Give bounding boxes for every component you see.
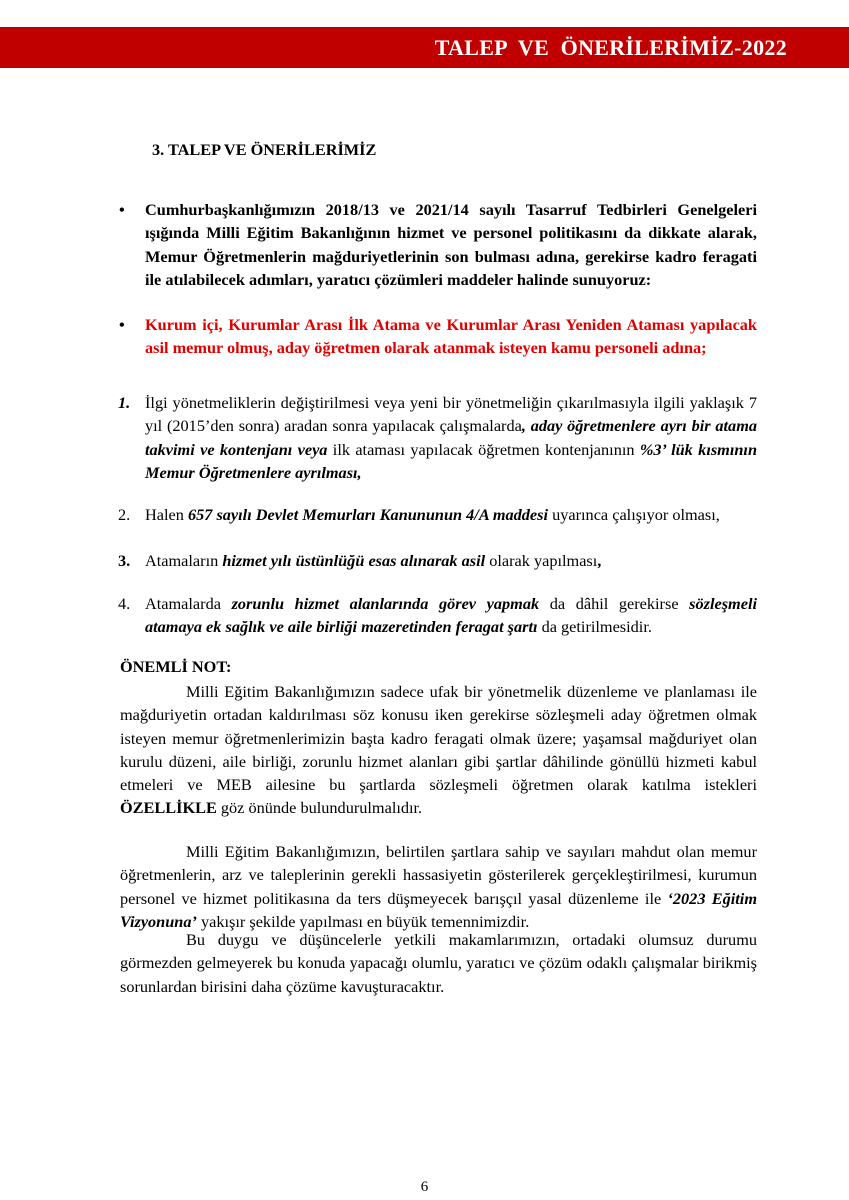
paragraph-text: göz önünde bulundurulmalıdır. [216,798,423,818]
header-title: TALEP VE ÖNERİLERİMİZ-2022 [434,35,787,60]
note-paragraph-3: Bu duygu ve düşüncelerle yetkili makamlarımızın, ortadaki olumsuz durumu görmezden gelmeyerek bu konuda yapacağı olumlu, yaratıcı ve çözüm odaklı çalışmalar birikmiş sorunlardan birisini daha çözüme kavuşturacaktır. [120,930,757,996]
item-text: zorunlu hizmet alanlarında görev yapmak [231,594,540,613]
bullet-icon: • [119,200,125,219]
header-bar [0,27,849,68]
bullet-paragraph-2 [119,313,757,360]
bullet-text: Kurum içi, Kurumlar Arası İlk Atama ve Kurumlar Arası Yeniden Ataması yapılacak asil memur olmuş, aday öğretmen olarak atanmak isteyen kamu personeli adına; [145,315,757,358]
paragraph-text: yakışır şekilde yapılması en büyük temennimizdir. [196,911,530,931]
list-item-2 [118,503,757,526]
paragraph-text: Milli Eğitim Bakanlığımızın, belirtilen şartlara sahip ve sayıları mahdut olan memur öğretmenlerin, arz ve taleplerinin gerekli hassasiyetin gösterilerek gerçekleştirilmesi, kurumun personel ve hizmet politikasına da ters düşmeyecek barışçıl yasal düzenleme ile [120,842,757,908]
item-text: %3’ lük kısmının Memur Öğretmenlere ayrılması, [145,439,757,482]
item-text: Atamalarda [145,594,232,613]
section-heading: 3. TALEP VE ÖNERİLERİMİZ [152,140,377,159]
bullet-paragraph-1 [119,198,757,291]
page-number: 6 [420,1179,429,1195]
list-item-4 [118,592,757,639]
item-number: 2. [118,505,131,524]
bullet-icon: • [119,315,125,334]
item-number: 3. [118,551,131,570]
item-text: Atamaların [145,551,223,570]
item-number: 4. [118,594,131,613]
item-text: , aday öğretmenlere ayrı bir atama takvimi ve kontenjanı veya [145,416,757,459]
list-item-3 [118,549,757,572]
item-number: 1. [118,393,131,412]
item-text: , [597,551,602,570]
list-item-1 [118,391,757,484]
item-text: hizmet yılı üstünlüğü esas alınarak asil [222,551,486,570]
item-text: da dâhil gerekirse [539,594,690,613]
item-text: da getirilmesidir. [537,617,652,637]
item-text: 657 sayılı Devlet Memurları Kanununun 4/A maddesi [187,505,549,524]
item-text: İlgi yönetmeliklerin değiştirilmesi veya yeni bir yönetmeliğin çıkarılmasıyla ilgili yaklaşık 7 yıl (2015’den sonra) aradan sonra yapılacak çalışmalarda [145,393,757,436]
item-text: uyarınca çalışıyor olması, [548,505,720,524]
item-text: Halen [145,505,188,524]
note-title: ÖNEMLİ NOT: [120,657,232,676]
item-text: olarak yapılması [485,551,598,570]
bullet-text: Cumhurbaşkanlığımızın 2018/13 ve 2021/14 sayılı Tasarruf Tedbirleri Genelgeleri ışığında Milli Eğitim Bakanlığının hizmet ve personel politikasını da dikkate alarak, Memur Öğretmenlerin mağduriyetlerinin son bulması adına, gerekirse kadro feragati ile atılabilecek adımları, yaratıcı çözümleri maddeler halinde sunuyoruz: [145,200,757,289]
paragraph-text: ‘2023 Eğitim Vizyonuna’ [120,888,757,931]
note-paragraph-1 [120,680,757,820]
item-text: ilk ataması yapılacak öğretmen kontenjanının [327,439,640,459]
paragraph-text: Milli Eğitim Bakanlığımızın sadece ufak bir yönetmelik düzenleme ve planlaması ile mağduriyetin ortadan kaldırılması söz konusu iken gerekirse sözleşmeli aday öğretmen olmak isteyen memur öğretmenlerimizin başta kadro feragati olmak üzere; yaşamsal mağduriyet olan kurulu düzeni, aile birliği, zorunlu hizmet alanları gibi şartlar dâhilinde gönüllü hizmeti kabul etmeleri ve MEB ailesine bu şartlarda sözleşmeli öğretmen olarak katılma istekleri [120,682,757,795]
paragraph-text: ÖZELLİKLE [120,798,217,818]
item-text: sözleşmeli atamaya ek sağlık ve aile birliği mazeretinden feragat şartı [145,594,757,637]
note-paragraph-2 [120,840,757,933]
